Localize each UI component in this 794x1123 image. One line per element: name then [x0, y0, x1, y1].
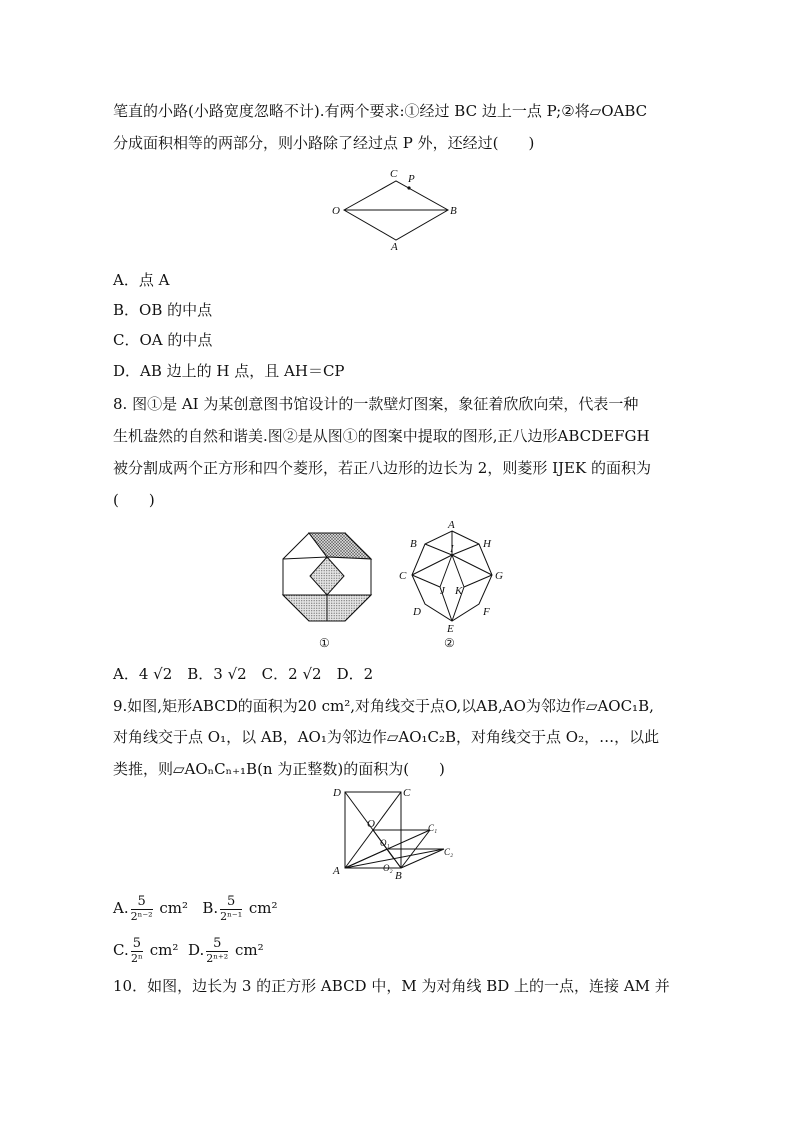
q9-option-a-numerator: 5: [131, 894, 153, 910]
q9-option-d-numerator: 5: [206, 936, 228, 952]
label-a: A: [448, 519, 455, 531]
segment-bi: [425, 544, 452, 555]
q9-option-d-fraction: [206, 936, 228, 966]
segment-bc2: [401, 849, 444, 868]
label-e: E: [447, 623, 454, 635]
label-o2: O₂: [383, 863, 393, 873]
label-b: B: [410, 538, 417, 550]
label-c: C: [399, 570, 407, 582]
q8-text-line-1: 8. 图①是 AI 为某创意图书馆设计的一款壁灯图案，象征着欣欣向荣，代表一种: [113, 395, 639, 413]
label-i: I: [450, 543, 454, 555]
left-lower-shaded: [283, 595, 327, 621]
label-f: F: [483, 606, 490, 618]
q9-option-d-denominator: 2ⁿ⁺²: [206, 952, 229, 965]
q9-text-line-1: 9.如图,矩形ABCD的面积为20 cm²,对角线交于点O,以AB,AO为邻边作▱AOC₁B,: [113, 697, 654, 715]
label-p: P: [408, 173, 415, 185]
q9-option-b-unit: cm²: [248, 899, 278, 917]
label-b: B: [450, 205, 457, 217]
q7-text-line-1: 笔直的小路(小路宽度忽略不计).有两个要求:①经过 BC 边上一点 P;②将▱OABC: [113, 102, 648, 120]
label-o1: O₁: [380, 838, 390, 848]
q10-text-line-1: 10．如图，边长为 3 的正方形 ABCD 中，M 为对角线 BD 上的一点，连接 AM 并: [113, 977, 670, 995]
segment-hi: [452, 544, 479, 555]
q7-option-c: C．OA 的中点: [113, 331, 213, 349]
label-a: A: [333, 865, 340, 877]
label-d: D: [333, 787, 341, 799]
q7-option-a: A．点 A: [113, 271, 170, 289]
q7-text-line-2: 分成面积相等的两部分，则小路除了经过点 P 外，还经过( ): [113, 134, 535, 152]
label-h: H: [483, 538, 491, 550]
q8-options: A．4 √2 B．3 √2 C．2 √2 D．2: [113, 665, 374, 683]
right-lower-shaded: [327, 595, 371, 621]
q7-parallelogram-figure: [320, 165, 470, 260]
label-b: B: [395, 870, 402, 882]
q7-option-d: D．AB 边上的 H 点，且 AH＝CP: [113, 362, 345, 380]
q9-option-a-fraction: [131, 894, 153, 924]
q9-rectangle-figure: [326, 783, 466, 883]
label-g: G: [495, 570, 503, 582]
label-c1: C₁: [428, 823, 438, 833]
label-o: O: [367, 818, 375, 830]
q9-option-c-unit: cm²: [149, 941, 179, 959]
q8-text-line-3: 被分割成两个正方形和四个菱形，若正八边形的边长为 2，则菱形 IJEK 的面积为: [113, 459, 651, 477]
q9-option-a-denominator: 2ⁿ⁻²: [130, 910, 153, 923]
q8-figure-1-lamp-pattern: [278, 527, 378, 655]
q9-option-b-label: B.: [202, 899, 219, 917]
point-p: [407, 186, 410, 189]
label-d: D: [413, 606, 421, 618]
q9-option-c-numerator: 5: [132, 936, 141, 951]
segment-ao1: [345, 849, 387, 868]
q9-option-b-fraction: [220, 894, 242, 924]
caption-2: ②: [444, 636, 455, 650]
q9-options-row-2: [113, 932, 264, 968]
label-c: C: [403, 787, 411, 799]
q7-option-b: B．OB 的中点: [113, 301, 213, 319]
q8-text-line-2: 生机盎然的自然和谐美.图②是从图①的图案中提取的图形,正八边形ABCDEFGH: [113, 427, 650, 445]
q9-option-a-unit: cm²: [159, 899, 189, 917]
q9-text-line-3: 类推，则▱AOₙCₙ₊₁B(n 为正整数)的面积为( ): [113, 760, 445, 778]
q8-text-line-4: ( ): [113, 491, 155, 509]
label-c2: C₂: [444, 847, 454, 857]
q8-figure-2-octagon: [392, 517, 517, 655]
q9-option-c-fraction: [131, 936, 143, 966]
label-j: J: [440, 585, 445, 597]
q9-option-c-label: C.: [113, 941, 129, 959]
q9-options-row-1: [113, 890, 278, 926]
q9-option-d-unit: cm²: [235, 941, 264, 959]
q9-option-d-label: D.: [187, 941, 205, 959]
q9-option-c-denominator: 2ⁿ: [130, 952, 143, 965]
q9-option-b-numerator: 5: [220, 894, 242, 910]
q9-option-a-label: A.: [113, 899, 129, 917]
q9-text-line-2: 对角线交于点 O₁，以 AB，AO₁为邻边作▱AO₁C₂B，对角线交于点 O₂，…，以此: [113, 728, 660, 746]
caption-1: ①: [319, 636, 330, 650]
label-a: A: [391, 241, 398, 253]
q9-option-b-denominator: 2ⁿ⁻¹: [220, 910, 243, 923]
label-o: O: [332, 205, 340, 217]
label-c: C: [390, 168, 398, 180]
label-k: K: [455, 585, 463, 597]
